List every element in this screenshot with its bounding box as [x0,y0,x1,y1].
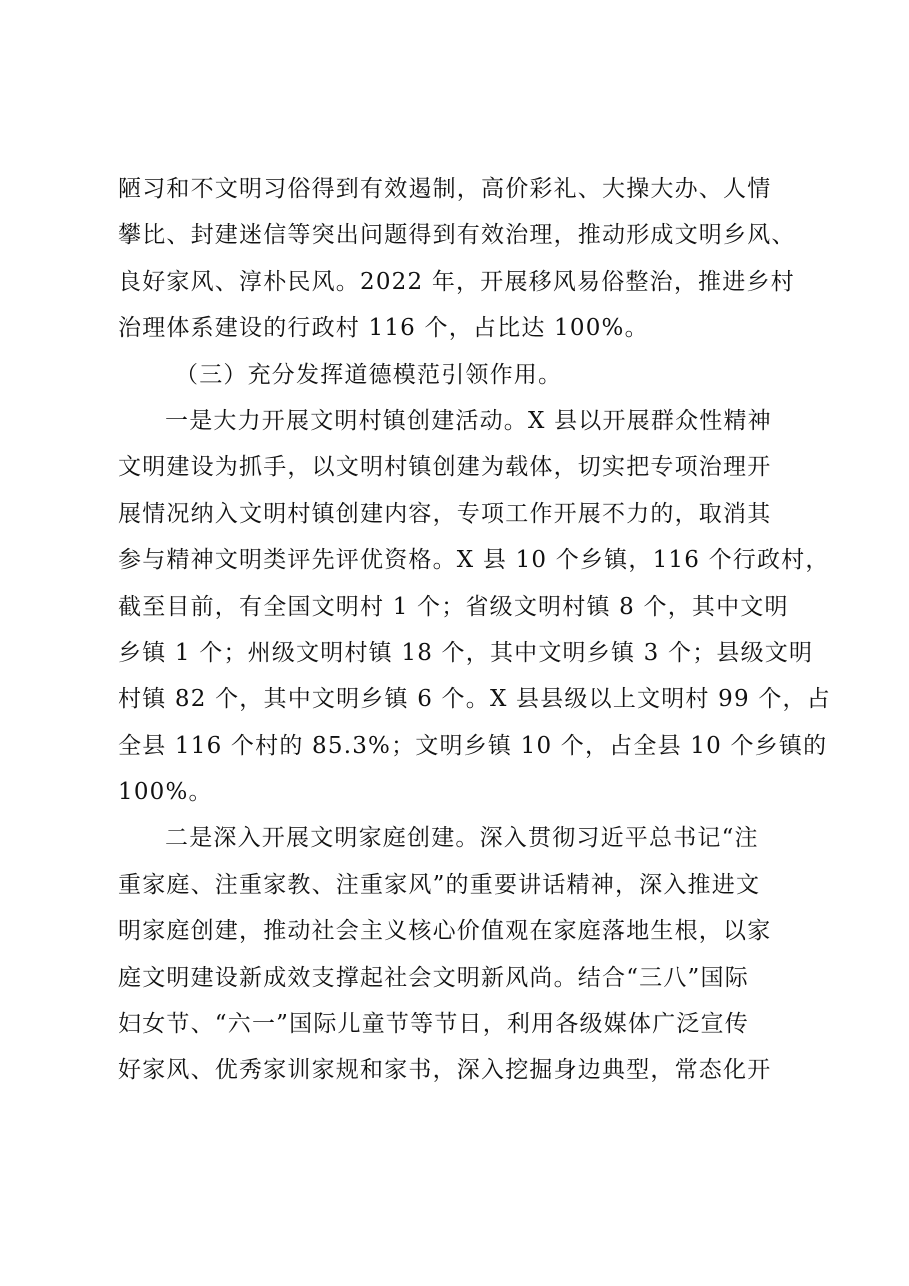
text-line: 庭文明建设新成效支撑起社会文明新风尚。结合“三八”国际 [118,964,749,991]
paragraph-first-line: 二是深入开展文明家庭创建。深入贯彻习近平总书记“注 [165,825,759,852]
text-line: 截至目前，有全国文明村 1 个；省级文明村镇 8 个，其中文明 [118,593,789,620]
text-line: 良好家风、淳朴民风。2022 年，开展移风易俗整治，推进乡村 [118,268,795,295]
document-body [118,166,831,1094]
text-line: 100%。 [118,779,213,806]
section-heading: （三）充分发挥道德模范引领作用。 [175,361,563,388]
text-line: 陋习和不文明习俗得到有效遏制，高价彩礼、大操大办、人情 [118,176,772,202]
text-line: 治理体系建设的行政村 116 个，占比达 100%。 [118,315,649,342]
text-line: 好家风、优秀家训家规和家书，深入挖掘身边典型，常态化开 [118,1057,772,1084]
text-line: 乡镇 1 个；州级文明村镇 18 个，其中文明乡镇 3 个；县级文明 [118,639,814,666]
text-line: 村镇 82 个，其中文明乡镇 6 个。X 县县级以上文明村 99 个，占 [118,686,831,713]
text-line: 参与精神文明类评先评优资格。X 县 10 个乡镇，116 个行政村， [118,547,830,574]
text-line: 文明建设为抓手，以文明村镇创建为载体，切实把专项治理开 [118,454,772,481]
text-line: 重家庭、注重家教、注重家风”的重要讲话精神，深入推进文 [118,871,761,898]
paragraph-first-line: 一是大力开展文明村镇创建活动。X 县以开展群众性精神 [165,407,772,434]
text-line: 全县 116 个村的 85.3%；文明乡镇 10 个，占全县 10 个乡镇的 [118,732,828,759]
text-line: 妇女节、“六一”国际儿童节等节日，利用各级媒体广泛宣传 [118,1011,749,1038]
text-line: 展情况纳入文明村镇创建内容，专项工作开展不力的，取消其 [118,500,772,527]
text-line: 明家庭创建，推动社会主义核心价值观在家庭落地生根，以家 [118,918,772,945]
text-line: 攀比、封建迷信等突出问题得到有效治理，推动形成文明乡风、 [118,222,796,249]
